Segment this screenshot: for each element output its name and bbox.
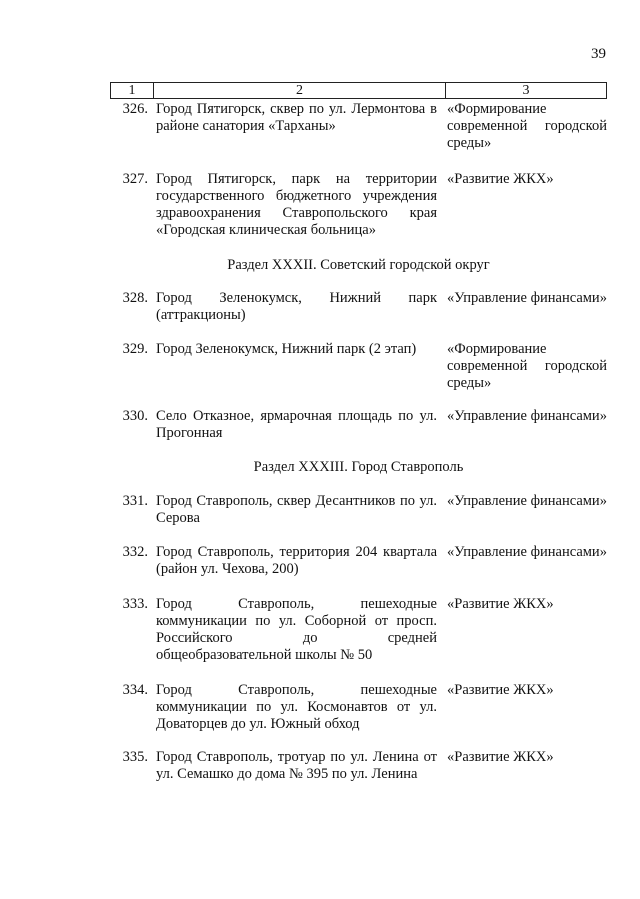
- row-text: Город Зеленокумск, Нижний парк (2 этап): [156, 341, 417, 357]
- row-text: Город Ставрополь, пешеходные коммуникации по ул. Космонавтов от ул. Доваторцев до ул. Южный обход: [156, 682, 437, 732]
- row-number: 335.: [122, 749, 148, 765]
- row-number: 333.: [122, 596, 148, 612]
- page-number: 39: [591, 46, 606, 62]
- row-program: «Развитие ЖКХ»: [447, 682, 554, 698]
- table-row: [110, 101, 607, 152]
- row-text: Город Ставрополь, пешеходные коммуникации по ул. Соборной от просп. Российского до средней общеобразовательной школы № 50: [156, 596, 437, 663]
- row-text: Город Пятигорск, сквер по ул. Лермонтова в районе санатория «Тарханы»: [156, 101, 437, 134]
- row-number: 329.: [122, 341, 148, 357]
- row-number: 328.: [122, 290, 148, 306]
- row-text: Город Пятигорск, парк на территории государственного бюджетного учреждения здравоохранения Ставропольского края «Городская клиническая больница»: [156, 171, 437, 238]
- header-col-2: 2: [154, 83, 446, 98]
- table-row: [110, 749, 607, 783]
- row-program: «Управление финансами»: [447, 493, 607, 509]
- row-number: 326.: [122, 101, 148, 117]
- section-heading: Раздел XXXII. Советский городской округ: [227, 257, 490, 273]
- table-row: [110, 682, 607, 733]
- row-program: «Управление финансами»: [447, 544, 607, 560]
- table-row: [110, 290, 607, 324]
- header-col-1: 1: [111, 83, 154, 98]
- table-header: [110, 82, 607, 99]
- row-program: «Формирование современной городской среды»: [447, 101, 607, 151]
- row-number: 331.: [122, 493, 148, 509]
- row-program: «Развитие ЖКХ»: [447, 171, 554, 187]
- row-number: 330.: [122, 408, 148, 424]
- table-row: [110, 544, 607, 578]
- row-text: Село Отказное, ярмарочная площадь по ул. Прогонная: [156, 408, 437, 441]
- row-number: 327.: [122, 171, 148, 187]
- row-text: Город Ставрополь, сквер Десантников по ул. Серова: [156, 493, 437, 526]
- row-program: «Управление финансами»: [447, 290, 607, 306]
- row-text: Город Ставрополь, тротуар по ул. Ленина от ул. Семашко до дома № 395 по ул. Ленина: [156, 749, 437, 782]
- section-heading: Раздел XXXIII. Город Ставрополь: [253, 459, 464, 475]
- row-program: «Развитие ЖКХ»: [447, 749, 554, 765]
- row-program: «Формирование современной городской среды»: [447, 341, 607, 391]
- table-row: [110, 341, 607, 392]
- table-row: [110, 171, 607, 239]
- row-number: 332.: [122, 544, 148, 560]
- row-text: Город Зеленокумск, Нижний парк (аттракционы): [156, 290, 437, 323]
- table-row: [110, 596, 607, 664]
- row-number: 334.: [122, 682, 148, 698]
- row-program: «Управление финансами»: [447, 408, 607, 424]
- table-row: [110, 493, 607, 527]
- row-program: «Развитие ЖКХ»: [447, 596, 554, 612]
- header-col-3: 3: [522, 83, 530, 98]
- row-text: Город Ставрополь, территория 204 квартала (район ул. Чехова, 200): [156, 544, 437, 577]
- table-row: [110, 408, 607, 442]
